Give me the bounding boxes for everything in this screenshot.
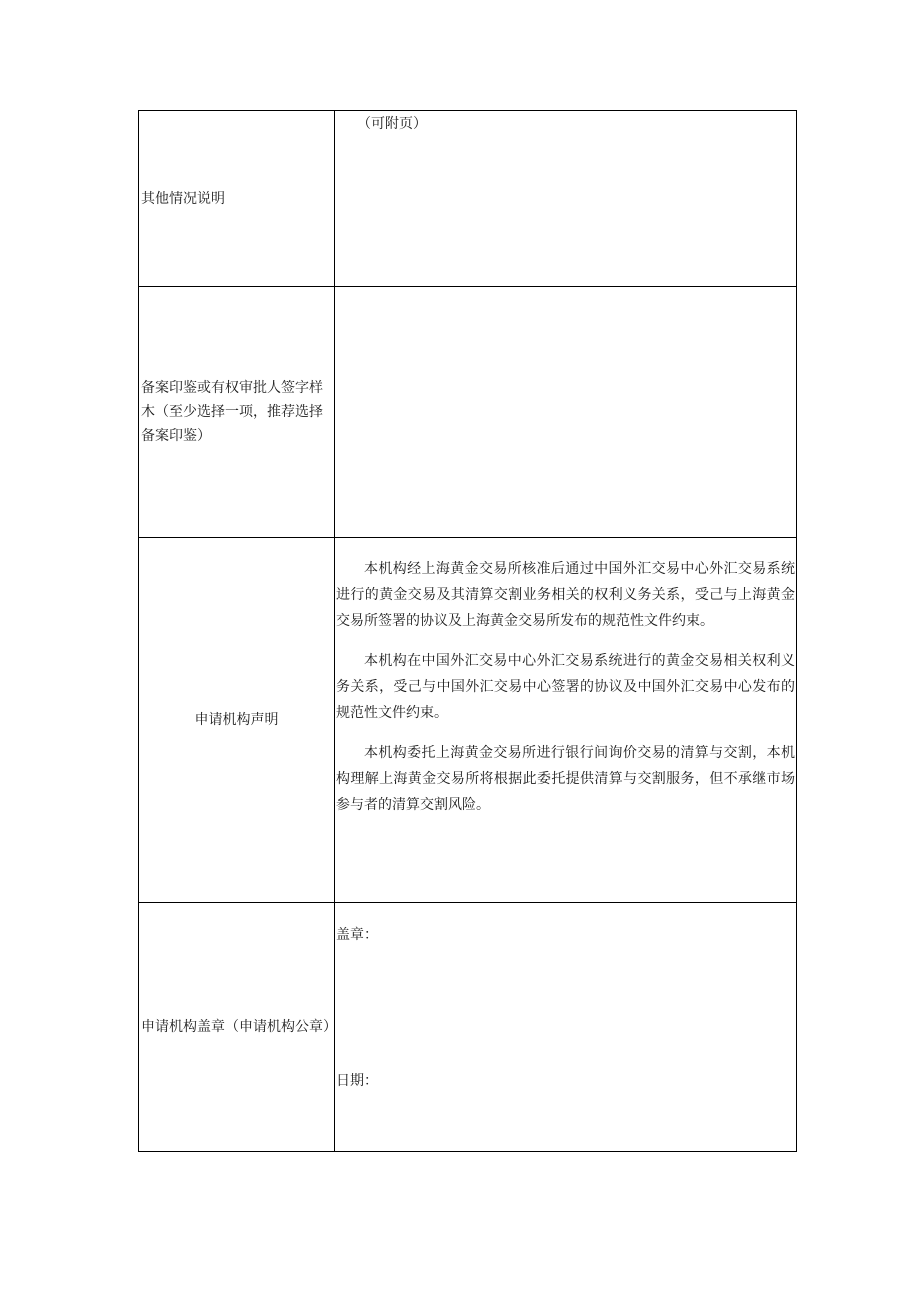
other-info-value-cell[interactable] [335,111,797,287]
declaration-text-cell [335,538,797,903]
declaration-row [139,538,797,903]
declaration-label: 申请机构声明 [139,538,335,903]
declaration-paragraph-1: 本机构经上海黄金交易所核准后通过中国外汇交易中心外汇交易系统进行的黄金交易及其清算交割业务相关的权利义务关系，受己与上海黄金交易所签署的协议及上海黄金交易所发布的规范性文件约束。 [336,561,795,629]
signature-sample-value-cell[interactable] [335,287,797,538]
seal-value-cell[interactable] [335,903,797,1152]
signature-sample-row [139,287,797,538]
other-info-row [139,111,797,287]
seal-row-label: 申请机构盖章（申请机构公章） [139,903,335,1152]
signature-sample-label: 备案印鉴或有权审批人签字样木（至少选择一项，推荐选择备案印鉴） [139,287,335,538]
declaration-paragraph-3: 本机构委托上海黄金交易所进行银行间询价交易的清算与交割，本机构理解上海黄金交易所将根据此委托提供清算与交割服务，但不承继市场参与者的清算交割风险。 [336,745,795,813]
seal-field-label: 盖章： [336,927,378,943]
seal-row [139,903,797,1152]
date-field-label: 日期： [336,1073,378,1089]
other-info-label: 其他情况说明 [139,111,335,287]
declaration-text [335,538,796,818]
declaration-paragraph-2: 本机构在中国外汇交易中心外汇交易系统进行的黄金交易相关权利义务关系，受己与中国外汇交易中心签署的协议及中国外汇交易中心发布的规范性文件约束。 [336,653,795,721]
application-form-table [138,110,797,1152]
attachment-note: （可附页） [357,116,427,132]
